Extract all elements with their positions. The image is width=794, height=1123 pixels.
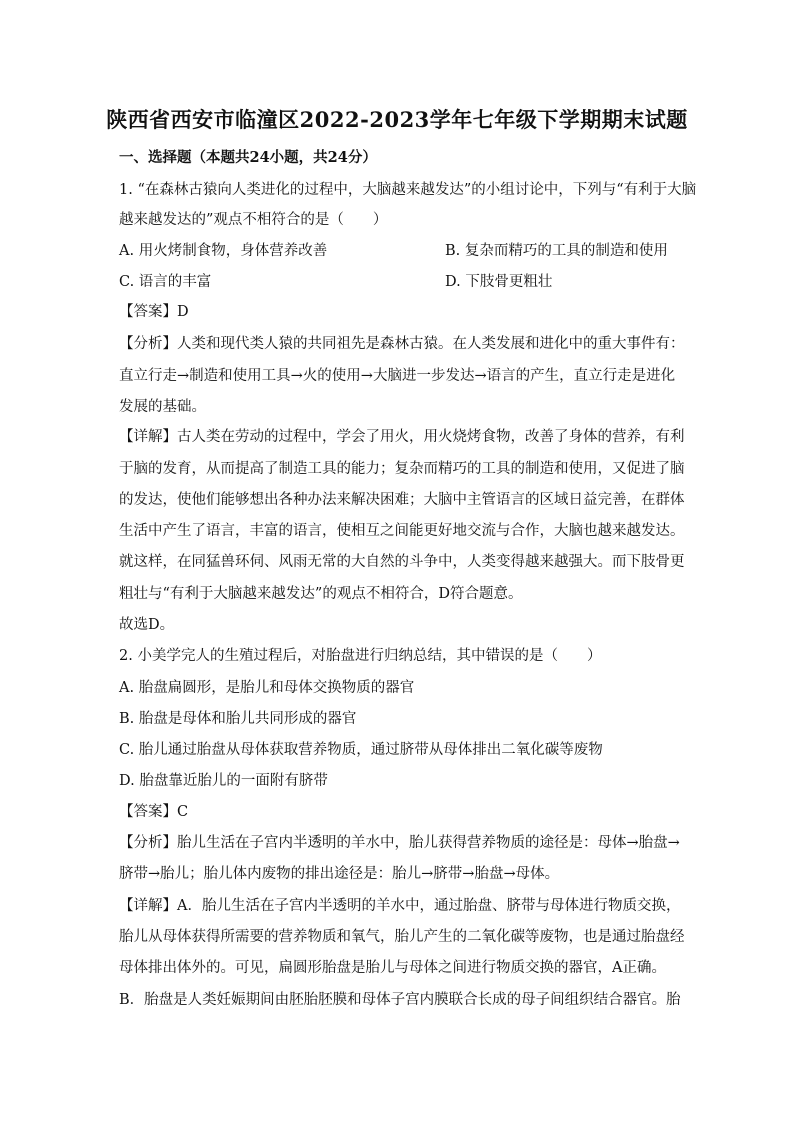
q1-option-b: B. 复杂而精巧的工具的制造和使用 [445,243,668,259]
q2-option-c: C. 胎儿通过胎盘从母体获取营养物质，通过脐带从母体排出二氧化碳等废物 [119,742,603,758]
q1-detail-line-1: 【详解】古人类在劳动的过程中，学会了用火，用火烧烤食物，改善了身体的营养，有利 [119,429,685,445]
q2-stem: 2. 小美学完人的生殖过程后，对胎盘进行归纳总结，其中错误的是（ ） [119,648,602,664]
q2-analysis-line-1: 【分析】胎儿生活在子宫内半透明的羊水中，胎儿获得营养物质的途径是：母体→胎盘→ [119,835,680,851]
q1-analysis-line-3: 发展的基础。 [119,399,206,415]
q2-option-b: B. 胎盘是母体和胎儿共同形成的器官 [119,711,357,727]
q1-analysis-line-1: 【分析】人类和现代类人猿的共同祖先是森林古猿。在人类发展和进化中的重大事件有： [119,336,685,352]
q2-detail-line-4: B．胎盘是人类妊娠期间由胚胎胚膜和母体子宫内膜联合长成的母子间组织结合器官。胎 [119,992,681,1008]
q1-option-d: D. 下肢骨更粗壮 [445,274,553,290]
q1-analysis-line-2: 直立行走→制造和使用工具→火的使用→大脑进一步发达→语言的产生，直立行走是进化 [119,368,676,384]
q1-option-c: C. 语言的丰富 [119,274,212,290]
q1-stem-line-2: 越来越发达的”观点不相符合的是（ ） [119,212,388,228]
q1-option-a: A. 用火烤制食物，身体营养改善 [119,243,328,259]
q1-detail-line-2: 于脑的发育，从而提高了制造工具的能力；复杂而精巧的工具的制造和使用，又促进了脑 [119,461,685,477]
q1-stem-line-1: 1. “在森林古猿向人类进化的过程中，大脑越来越发达”的小组讨论中，下列与“有利于大脑 [119,182,697,198]
q1-detail-line-6: 粗壮与“有利于大脑越来越发达”的观点不相符合，D符合题意。 [119,586,523,602]
q1-detail-line-4: 生活中产生了语言，丰富的语言，使相互之间能更好地交流与合作，大脑也越来越发达。 [119,523,685,539]
q2-option-d: D. 胎盘靠近胎儿的一面附有脐带 [119,773,328,789]
q2-analysis-line-2: 脐带→胎儿；胎儿体内废物的排出途径是：胎儿→脐带→胎盘→母体。 [119,866,560,882]
q2-detail-line-3: 母体排出体外的。可见，扁圆形胎盘是胎儿与母体之间进行物质交换的器官，A正确。 [119,960,666,976]
q2-option-a: A. 胎盘扁圆形，是胎儿和母体交换物质的器官 [119,680,415,696]
q1-detail-line-5: 就这样，在同猛兽环伺、风雨无常的大自然的斗争中，人类变得越来越强大。而下肢骨更 [119,554,685,570]
q2-detail-line-1: 【详解】A．胎儿生活在子宫内半透明的羊水中，通过胎盘、脐带与母体进行物质交换， [119,898,681,914]
q1-conclusion: 故选D。 [119,617,175,633]
q2-detail-line-2: 胎儿从母体获得所需要的营养物质和氧气，胎儿产生的二氧化碳等废物，也是通过胎盘经 [119,929,685,945]
section-heading: 一、选择题（本题共24小题，共24分） [119,149,377,166]
q1-detail-line-3: 的发达，使他们能够想出各种办法来解决困难；大脑中主管语言的区域日益完善，在群体 [119,492,685,508]
page-title: 陕西省西安市临潼区2022-2023学年七年级下学期期末试题 [106,107,688,132]
q2-answer: 【答案】C [119,804,189,820]
q1-answer: 【答案】D [119,304,189,320]
